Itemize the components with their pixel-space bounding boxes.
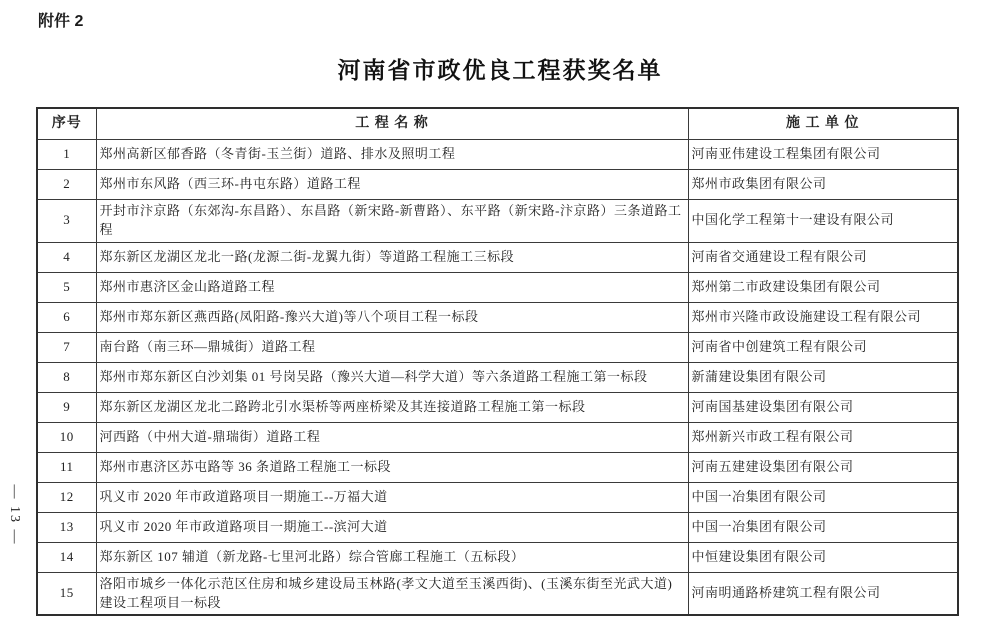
table-row [37, 170, 958, 200]
project-name-cell: 洛阳市城乡一体化示范区住房和城乡建设局玉林路(孝文大道至玉溪西街)、(玉溪东街至光武大道)建设工程项目一标段 [96, 572, 688, 615]
row-number-cell: 4 [37, 242, 96, 272]
row-number-cell: 15 [37, 572, 96, 615]
table-row [37, 392, 958, 422]
table-row [37, 200, 958, 243]
table-row [37, 332, 958, 362]
page-number: — 13 — [7, 484, 22, 546]
project-name-cell: 巩义市 2020 年市政道路项目一期施工--滨河大道 [96, 512, 688, 542]
table-row [37, 422, 958, 452]
table-row [37, 542, 958, 572]
project-name-cell: 河西路（中州大道-鼎瑞街）道路工程 [96, 422, 688, 452]
project-name-cell: 开封市汴京路（东郊沟-东昌路）、东昌路（新宋路-新曹路）、东平路（新宋路-汴京路）三条道路工程 [96, 200, 688, 243]
award-table [36, 107, 959, 616]
project-name-cell: 郑东新区龙湖区龙北一路(龙源二街-龙翼九街）等道路工程施工三标段 [96, 242, 688, 272]
table-row [37, 362, 958, 392]
company-name-cell: 河南省交通建设工程有限公司 [688, 242, 958, 272]
table-row [37, 242, 958, 272]
table-row [37, 140, 958, 170]
row-number-cell: 5 [37, 272, 96, 302]
table-row [37, 452, 958, 482]
project-name-cell: 郑州市郑东新区燕西路(凤阳路-豫兴大道)等八个项目工程一标段 [96, 302, 688, 332]
company-name-cell: 中国一冶集团有限公司 [688, 482, 958, 512]
row-number-cell: 10 [37, 422, 96, 452]
header-company: 施 工 单 位 [688, 108, 958, 140]
project-name-cell: 巩义市 2020 年市政道路项目一期施工--万福大道 [96, 482, 688, 512]
table-row [37, 512, 958, 542]
row-number-cell: 11 [37, 452, 96, 482]
project-name-cell: 郑州市郑东新区白沙刘集 01 号岗吴路（豫兴大道—科学大道）等六条道路工程施工第一标段 [96, 362, 688, 392]
header-no: 序号 [37, 108, 96, 140]
company-name-cell: 中国化学工程第十一建设有限公司 [688, 200, 958, 243]
table-row [37, 572, 958, 615]
table-header [37, 108, 958, 140]
page-title: 河南省市政优良工程获奖名单 [337, 57, 663, 83]
project-name-cell: 郑州高新区郁香路（冬青街-玉兰街）道路、排水及照明工程 [96, 140, 688, 170]
company-name-cell: 河南亚伟建设工程集团有限公司 [688, 140, 958, 170]
table-row [37, 302, 958, 332]
attachment-label: 附件 2 [38, 13, 84, 30]
company-name-cell: 河南省中创建筑工程有限公司 [688, 332, 958, 362]
project-name-cell: 南台路（南三环—鼎城街）道路工程 [96, 332, 688, 362]
header-project: 工 程 名 称 [96, 108, 688, 140]
project-name-cell: 郑东新区 107 辅道（新龙路-七里河北路）综合管廊工程施工（五标段） [96, 542, 688, 572]
project-name-cell: 郑州市东风路（西三环-冉屯东路）道路工程 [96, 170, 688, 200]
project-name-cell: 郑州市惠济区苏屯路等 36 条道路工程施工一标段 [96, 452, 688, 482]
table-header-row [37, 108, 958, 140]
row-number-cell: 13 [37, 512, 96, 542]
company-name-cell: 中恒建设集团有限公司 [688, 542, 958, 572]
company-name-cell: 新蒲建设集团有限公司 [688, 362, 958, 392]
table-row [37, 482, 958, 512]
company-name-cell: 郑州市兴隆市政设施建设工程有限公司 [688, 302, 958, 332]
row-number-cell: 6 [37, 302, 96, 332]
row-number-cell: 1 [37, 140, 96, 170]
company-name-cell: 郑州第二市政建设集团有限公司 [688, 272, 958, 302]
row-number-cell: 8 [37, 362, 96, 392]
company-name-cell: 郑州新兴市政工程有限公司 [688, 422, 958, 452]
project-name-cell: 郑州市惠济区金山路道路工程 [96, 272, 688, 302]
company-name-cell: 河南五建建设集团有限公司 [688, 452, 958, 482]
row-number-cell: 12 [37, 482, 96, 512]
company-name-cell: 河南国基建设集团有限公司 [688, 392, 958, 422]
company-name-cell: 中国一冶集团有限公司 [688, 512, 958, 542]
row-number-cell: 7 [37, 332, 96, 362]
company-name-cell: 河南明通路桥建筑工程有限公司 [688, 572, 958, 615]
table-body [37, 140, 958, 616]
row-number-cell: 14 [37, 542, 96, 572]
company-name-cell: 郑州市政集团有限公司 [688, 170, 958, 200]
row-number-cell: 9 [37, 392, 96, 422]
project-name-cell: 郑东新区龙湖区龙北二路跨北引水渠桥等两座桥梁及其连接道路工程施工第一标段 [96, 392, 688, 422]
row-number-cell: 3 [37, 200, 96, 243]
row-number-cell: 2 [37, 170, 96, 200]
table-row [37, 272, 958, 302]
